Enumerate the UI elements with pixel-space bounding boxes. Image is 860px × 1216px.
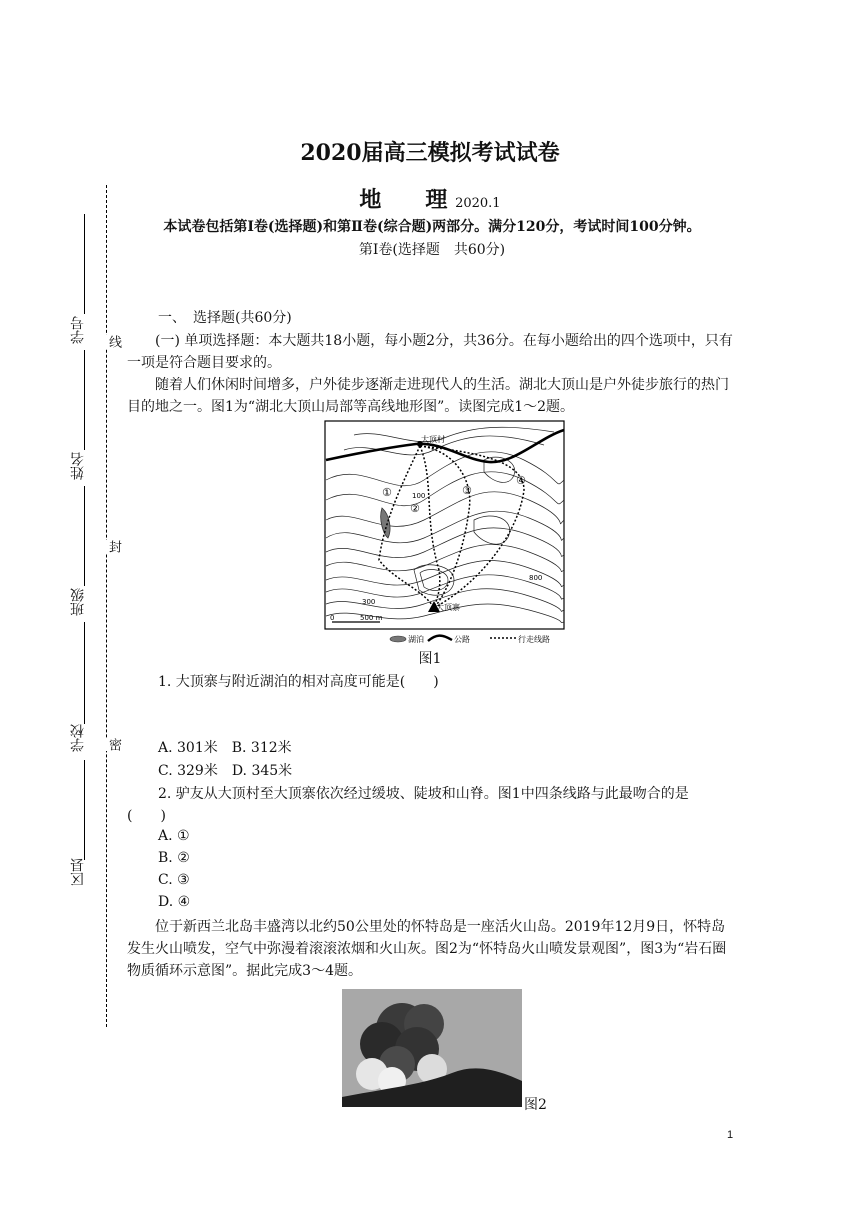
figure1-contour-map <box>324 420 566 648</box>
exam-title: 2020届高三模拟考试试卷 <box>300 140 560 166</box>
section-instructions: (一) 单项选择题：本大题共18小题，每小题2分，共36分。在每小题给出的四个选项中，只有一项是符合题目要求的。 <box>127 333 733 371</box>
summit-label: 大顶寨 <box>436 603 460 612</box>
name-blank[interactable] <box>84 350 85 450</box>
district-blank[interactable] <box>84 760 85 860</box>
q2-option-d: D. ④ <box>158 894 191 910</box>
q2-option-c: C. ③ <box>158 872 190 888</box>
q2-option-b: B. ② <box>158 850 190 866</box>
q2-option-a: A. ① <box>158 828 190 844</box>
legend-trail: 行走线路 <box>518 635 550 644</box>
passage-1: 随着人们休闲时间增多，户外徒步逐渐走进现代人的生活。湖北大顶山是户外徒步旅行的热门目的地之一。图1为“湖北大顶山局部等高线地形图”。读图完成1～2题。 <box>127 377 729 415</box>
seal-char-seal: 封 <box>106 540 121 553</box>
district-label: 区县 <box>70 858 86 886</box>
q2-stem: 2. 驴友从大顶村至大顶寨依次经过缓坡、陡坡和山脊。图1中四条线路与此最吻合的是 <box>158 786 689 802</box>
figure2-eruption-photo <box>342 989 522 1107</box>
route-3-label: ③ <box>462 484 472 497</box>
class-label: 班级 <box>70 588 86 616</box>
section-heading: 一、 选择题(共60分) <box>158 310 292 326</box>
exam-date: 2020.1 <box>455 196 501 211</box>
part1-heading: 第Ⅰ卷(选择题 共60分) <box>358 242 506 258</box>
legend-lake: 湖泊 <box>408 635 424 644</box>
student-id-label: 学号 <box>70 316 86 344</box>
class-blank[interactable] <box>84 486 85 586</box>
scale-500m: 500 m <box>360 614 383 622</box>
route-4-label: ④ <box>516 474 526 487</box>
q1-options-cd: C. 329米 D. 345米 <box>158 763 293 779</box>
subject-line <box>0 183 860 214</box>
seal-char-line: 线 <box>106 335 121 348</box>
page-number: 1 <box>727 1129 734 1141</box>
q2-stem-paren: ( ) <box>127 808 166 824</box>
contour-100-label: 100 <box>412 492 426 500</box>
seal-char-secret: 密 <box>106 738 121 751</box>
name-label: 姓名 <box>70 452 86 480</box>
q1-options-ab: A. 301米 B. 312米 <box>158 740 292 756</box>
school-blank[interactable] <box>84 622 85 724</box>
legend-road: 公路 <box>454 635 470 644</box>
passage-2: 位于新西兰北岛丰盛湾以北约50公里处的怀特岛是一座活火山岛。2019年12月9日，怀特岛发生火山喷发，空气中弥漫着滚滚浓烟和火山灰。图2为“怀特岛火山喷发景观图”，图3为“岩石圈物质循环示意图”。据此完成3～4题。 <box>127 919 727 979</box>
route-2-label: ② <box>410 502 420 515</box>
binding-dashed-line <box>106 185 107 1027</box>
contour-800-label: 800 <box>529 574 543 582</box>
village-label: 大顶村 <box>421 435 445 444</box>
student-id-blank[interactable] <box>84 214 85 314</box>
school-label: 学校 <box>70 724 86 752</box>
contour-300-label: 300 <box>362 598 376 606</box>
figure2-caption: 图2 <box>524 1097 547 1113</box>
q1-stem: 1. 大顶寨与附近湖泊的相对高度可能是( ) <box>158 674 439 690</box>
route-1-label: ① <box>382 486 392 499</box>
figure1-caption: 图1 <box>418 651 442 667</box>
subject-name: 地 理 <box>359 187 448 213</box>
scale-zero: 0 <box>330 614 335 622</box>
exam-intro: 本试卷包括第Ⅰ卷(选择题)和第Ⅱ卷(综合题)两部分。满分120分，考试时间100分钟。 <box>163 219 701 235</box>
